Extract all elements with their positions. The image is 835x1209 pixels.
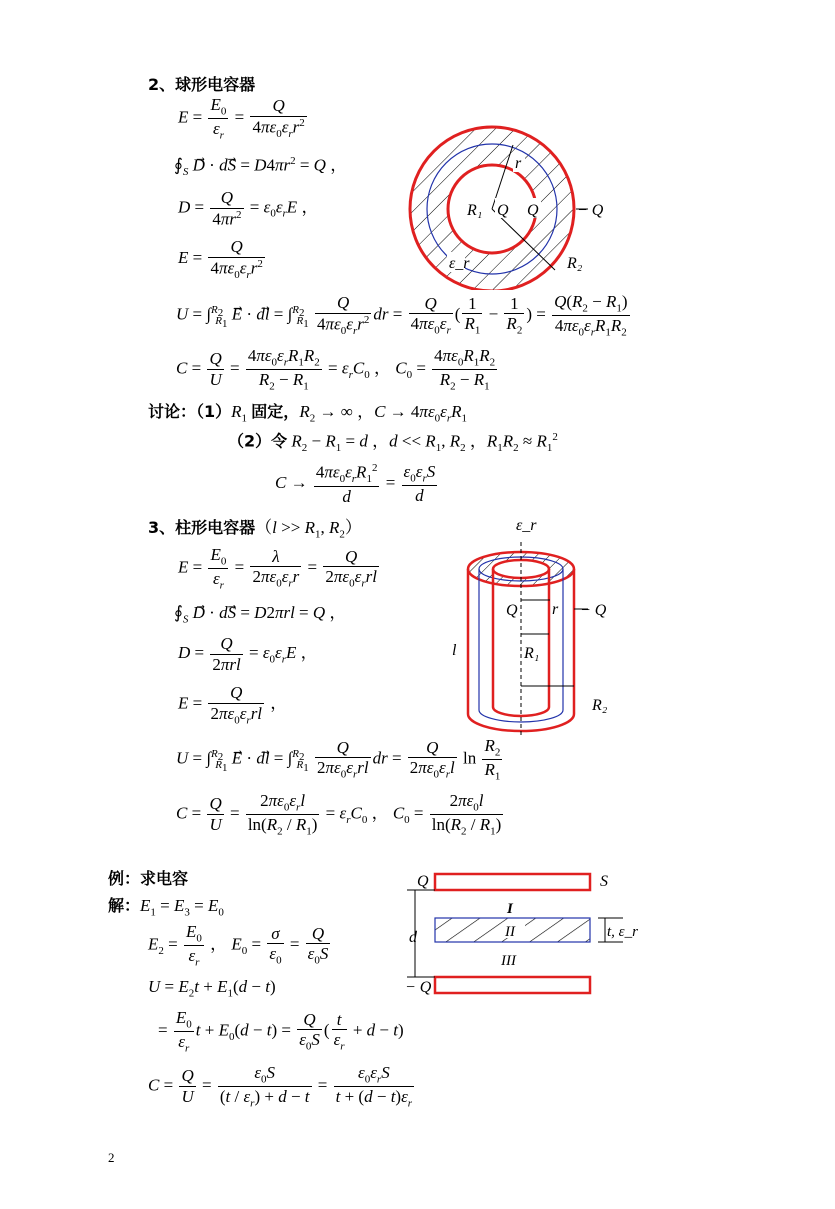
page-number: 2 [108, 1150, 115, 1165]
label-r: r [515, 155, 522, 172]
label-R2-cyl: R₂ [592, 697, 608, 714]
equation-cyl-e2: E = $\frac{Q}{2\pi\varepsilon_0\varepsilon_rrl}$ ， [178, 683, 288, 726]
section-heading-spherical: 2、球形电容器 [148, 75, 256, 94]
label-epsilon-cyl: ε_r [516, 517, 537, 534]
equation-sphere-c: C = $\frac{Q}{U}$ = $\frac{4\pi\varepsilon_0\varepsilon_rR_1R_2}{R_2 - R_1}$ = $\varepsilon_rC_0$ ， $C_0$ = $\frac{4\pi\varepsilon_0R_1R_2}{R_2 - R_1}$ [176, 346, 496, 393]
label-Q-plate: Q [417, 873, 429, 890]
label-R1-cyl: R₁ [524, 645, 540, 662]
inner-cylinder-top [493, 560, 549, 578]
label-r-cyl: r [552, 601, 559, 618]
equation-sphere-d: D = $\frac{Q}{4\pi r^2}$ = $\varepsilon_0\varepsilon_rE$ ， [178, 188, 319, 229]
label-minus-Q-cyl: − Q [580, 602, 607, 619]
label-Q-inner: Q [497, 202, 509, 219]
label-S: S [600, 873, 608, 890]
label-d: d [409, 929, 417, 946]
label-region-I: I [507, 901, 513, 917]
equation-ex-2: $E_2$ = $\frac{E_0}{\varepsilon_r}$ ， $E_0$ = $\frac{\sigma}{\varepsilon_0}$ = $\frac{Q}{\varepsilon_0S}$ [148, 922, 329, 969]
discussion-2: （2）令 $R_2 - R_1 = d$ ，$d << R_1$, $R_2$ ，$R_1R_2 \approx R_1^2$ [228, 431, 558, 455]
label-R2: R₂ [567, 255, 583, 272]
equation-cyl-e: E = $\frac{E_0}{\varepsilon_r}$ = $\frac{\lambda}{2\pi\varepsilon_0\varepsilon_rr}$ = $\frac{Q}{2\pi\varepsilon_0\varepsilon_rrl}$ [178, 545, 377, 592]
equation-ex-4: = $\frac{E_0}{\varepsilon_r}$ $t + E_0(d - t)$ = $\frac{Q}{\varepsilon_0S}$ ( $\frac{t}{\varepsilon_r}$ + d − t) [158, 1008, 404, 1055]
spherical-capacitor-figure [395, 110, 635, 290]
label-t-eps: t, ε_r [607, 924, 638, 940]
equation-ex-1: 解：$E_1 = E_3 = E_0$ [108, 896, 224, 919]
equation-cyl-gauss: $∮_S$ D⃗ · dS⃗ = D2πrl = Q ， [174, 603, 347, 626]
discussion-label: 讨论： [148, 402, 197, 421]
label-Q-cyl: Q [506, 602, 518, 619]
discussion-3: C → $\frac{4\pi\varepsilon_0\varepsilon_rR_1^2}{d}$ = $\frac{\varepsilon_0\varepsilon_rS}{d}$ [275, 462, 436, 506]
equation-cyl-c: C = $\frac{Q}{U}$ = $\frac{2\pi\varepsilon_0\varepsilon_rl}{\ln(R_2 / R_1)}$ = $\varepsilon_rC_0$ ， $C_0$ = $\frac{2\pi\varepsilon_0l}{\ln(R_2 / R_1)}$ [176, 791, 502, 838]
equation-sphere-gauss: $∮_S$ D⃗ · dS⃗ = $D4\pi r^2 = Q$ ， [174, 155, 348, 179]
bottom-plate [435, 977, 590, 993]
label-region-II: II [505, 924, 515, 940]
condition: （$l >> R_1$, $R_2$） [255, 518, 362, 541]
equation-cyl-d: D = $\frac{Q}{\text{2πrl}}$ = $\varepsilon_0\varepsilon_rE$ ， [178, 634, 318, 674]
equation-sphere-e2: E = $\frac{Q}{4\pi\varepsilon_0\varepsilon_rr^2}$ [178, 237, 263, 281]
label-minus-Q-plate: − Q [405, 979, 432, 996]
parallel-plate-figure [395, 860, 655, 1000]
equation-cyl-u: U = ∫$^{R_2}_{R_1}$ E⃗ · dl⃗ = ∫$^{R_2}_{R_1}$ $\frac{Q}{2\pi\varepsilon_0\varepsilon_rrl}$ dr = $\frac{Q}{2\pi\varepsilon_0\varepsilon_rl}$ ln $\frac{R_2}{R_1}$ [176, 736, 501, 783]
label-epsilon: ε_r [449, 255, 470, 272]
cylindrical-capacitor-figure [440, 512, 630, 742]
equation-ex-5: C = $\frac{Q}{U}$ = $\frac{\varepsilon_0S}{(t / \varepsilon_r) + d - t}$ = $\frac{\varepsilon_0\varepsilon_rS}{t + (d - t)\varepsilon_r}$ [148, 1063, 413, 1110]
top-plate [435, 874, 590, 890]
example-heading: 例：求电容 [108, 869, 189, 888]
solution-label: 解： [108, 896, 141, 915]
label-Q-mid: Q [527, 202, 539, 219]
label-l: l [452, 642, 457, 659]
label-minus-Q: − Q [577, 202, 604, 219]
equation-sphere-e: E = $\frac{E_0}{\varepsilon_r}$ = $\frac{Q}{4\pi\varepsilon_0\varepsilon_rr^2}$ [178, 95, 305, 142]
label-region-III: III [501, 953, 516, 969]
discussion-1: 讨论：$(1)R_1$ 固定，$R_2$ → ∞ ，$C \to 4\pi\varepsilon_0\varepsilon_rR_1$ [148, 402, 468, 425]
section-heading-cylindrical: 3、柱形电容器（$l >> R_1$, $R_2$） [148, 518, 362, 541]
label-R1: R₁ [467, 202, 483, 219]
equation-sphere-u: U = ∫$^{R_2}_{R_1}$ E⃗ · dl⃗ = ∫$^{R_2}_{R_1}$ $\frac{Q}{4\pi\varepsilon_0\varepsilon_rr^2}$ dr = $\frac{Q}{4\pi\varepsilon_0\varepsilon_r}$ ( $\frac{1}{R_1}$ − $\frac{1}{R_2}$ ) = $\frac{Q(R_2 - R_1)}{4\pi\varepsilon_0\varepsilon_rR_1R_2}$ [176, 292, 628, 339]
equation-ex-3: $U = E_2t + E_1(d - t)$ [148, 977, 276, 1000]
